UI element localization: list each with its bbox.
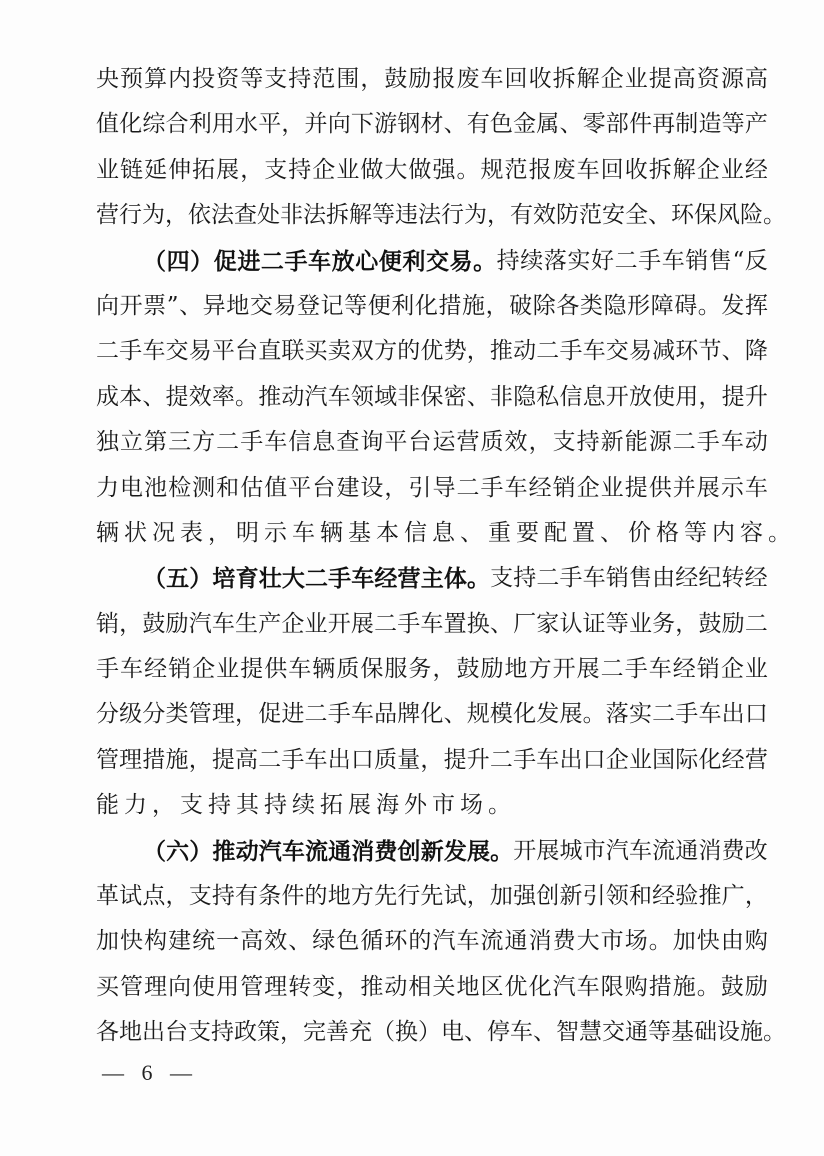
document-body xyxy=(96,57,791,1056)
text-line: 成 本 、 提 效 率 。 推 动 汽 车 领 域 非 保 密 、 非 隐 私 信 息 开 放 使 用 ， 提 升 xyxy=(96,383,768,410)
text-line: 手 车 经 销 企 业 提 供 车 辆 质 保 服 务 ， 鼓 励 地 方 开 展 二 手 车 经 销 企 业 xyxy=(96,656,768,683)
text-line: 辆 状 况 表 ， 明 示 车 辆 基 本 信 息 、 重 要 配 置 、 价 格 等 内 容 。 xyxy=(96,519,791,546)
text-line: 独 立 第 三 方 二 手 车 信 息 查 询 平 台 运 营 质 效 ， 支 持 新 能 源 二 手 车 动 xyxy=(96,429,768,456)
text-line: 向 开 票 ” 、 异 地 交 易 登 记 等 便 利 化 措 施 ， 破 除 各 类 隐 形 障 碍 。 发 挥 xyxy=(96,292,768,319)
text-line: 管 理 措 施 ， 提 高 二 手 车 出 口 质 量 ， 提 升 二 手 车 出 口 企 业 国 际 化 经 营 xyxy=(96,746,768,773)
section-heading-line: （ 六 ） 推 动 汽 车 流 通 消 费 创 新 发 展 。 开 展 城 市 汽 车 流 通 消 费 改 xyxy=(143,837,768,865)
text-line: 央 预 算 内 投 资 等 支 持 范 围 ， 鼓 励 报 废 车 回 收 拆 解 企 业 提 高 资 源 高 xyxy=(96,66,768,92)
text-line: 各 地 出 台 支 持 政 策 ， 完 善 充 （ 换 ） 电 、 停 车 、 智 慧 交 通 等 基 础 设 施 。 xyxy=(96,1019,786,1046)
text-line: 革 试 点 ， 支 持 有 条 件 的 地 方 先 行 先 试 ， 加 强 创 新 引 领 和 经 验 推 广 ， xyxy=(96,883,768,910)
text-line: 二 手 车 交 易 平 台 直 联 买 卖 双 方 的 优 势 ， 推 动 二 手 车 交 易 减 环 节 、 降 xyxy=(96,338,768,365)
text-line: 业 链 延 伸 拓 展 ， 支 持 企 业 做 大 做 强 。 规 范 报 废 车 回 收 拆 解 企 业 经 xyxy=(96,156,768,183)
text-line: 营 行 为 ， 依 法 查 处 非 法 拆 解 等 违 法 行 为 ， 有 效 防 范 安 全 、 环 保 风 险 。 xyxy=(96,202,786,229)
text-line: 加 快 构 建 统 一 高 效 、 绿 色 循 环 的 汽 车 流 通 消 费 大 市 场 。 加 快 由 购 xyxy=(96,928,768,955)
section-heading-line: （ 四 ） 促 进 二 手 车 放 心 便 利 交 易 。 持 续 落 实 好 二 手 车 销 售 “ 反 xyxy=(143,247,768,275)
text-line: 销 ， 鼓 励 汽 车 生 产 企 业 开 展 二 手 车 置 换 、 厂 家 认 证 等 业 务 ， 鼓 励 二 xyxy=(96,610,768,637)
text-line: 分 级 分 类 管 理 ， 促 进 二 手 车 品 牌 化 、 规 模 化 发 展 。 落 实 二 手 车 出 口 xyxy=(96,701,768,728)
text-line: 值 化 综 合 利 用 水 平 ， 并 向 下 游 钢 材 、 有 色 金 属 、 零 部 件 再 制 造 等 产 xyxy=(96,111,768,138)
page-number: — 6 — xyxy=(102,1060,198,1085)
text-line: 能 力 ， 支 持 其 持 续 拓 展 海 外 市 场 。 xyxy=(96,792,511,819)
text-line: 买 管 理 向 使 用 管 理 转 变 ， 推 动 相 关 地 区 优 化 汽 车 限 购 措 施 。 鼓 励 xyxy=(96,973,768,1000)
section-heading-line: （ 五 ） 培 育 壮 大 二 手 车 经 营 主 体 。 支 持 二 手 车 销 售 由 经 纪 转 经 xyxy=(143,565,768,593)
text-line: 力 电 池 检 测 和 估 值 平 台 建 设 ， 引 导 二 手 车 经 销 企 业 提 供 并 展 示 车 xyxy=(96,474,768,501)
